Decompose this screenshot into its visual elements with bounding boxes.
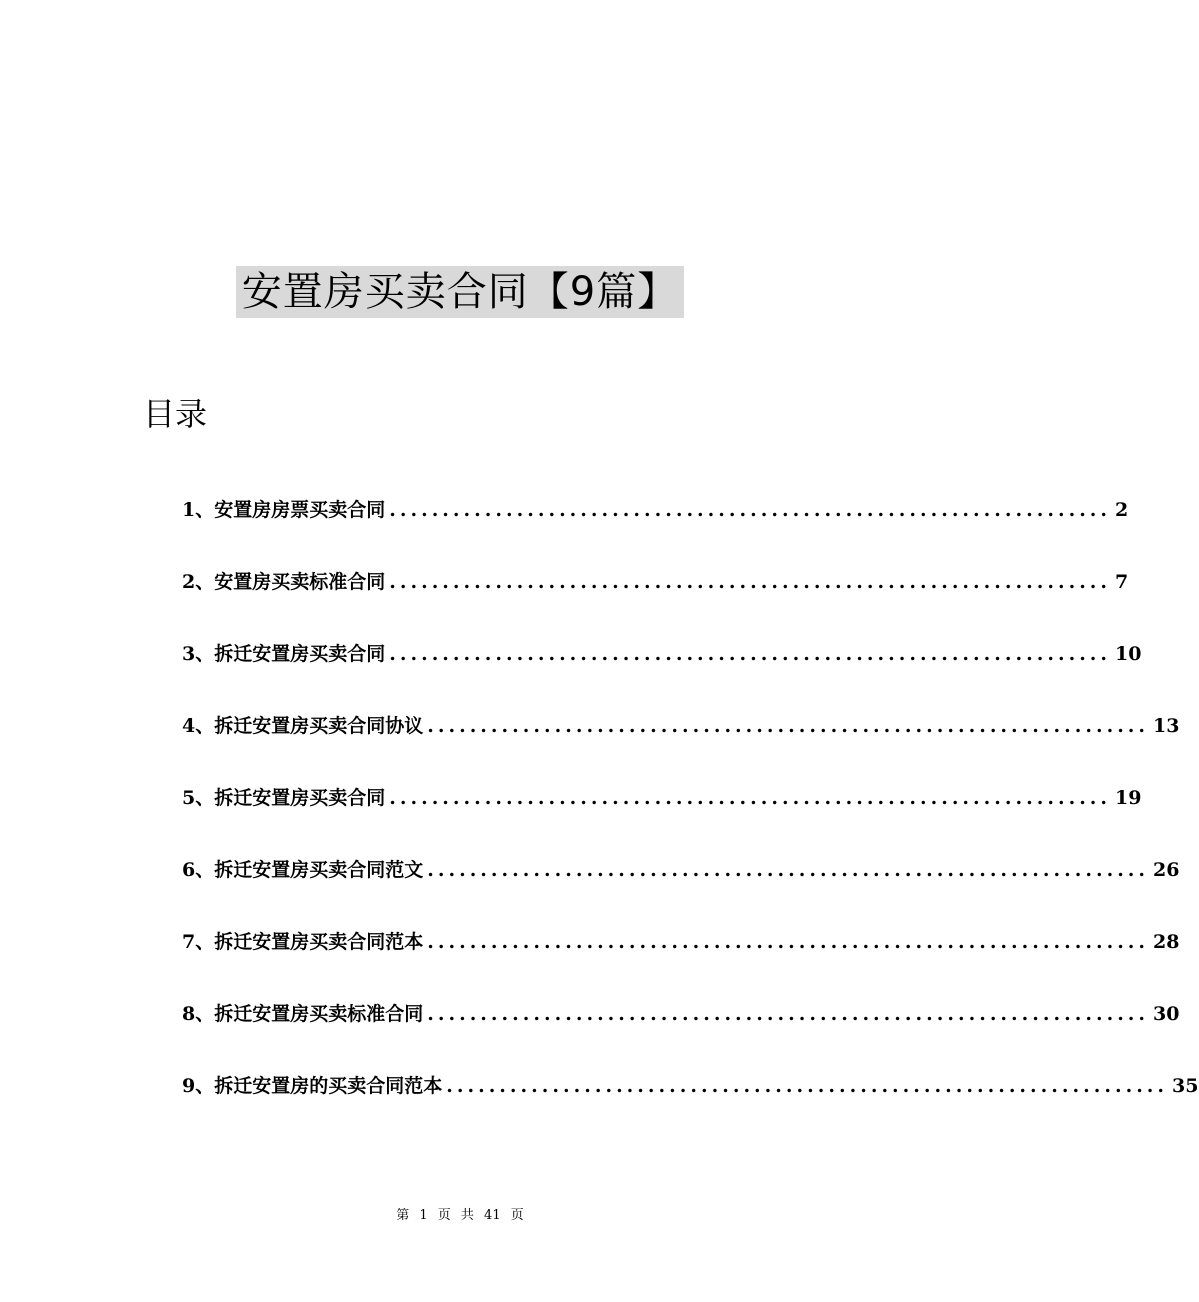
toc-entry-page: 35 [1172,1075,1199,1097]
toc-leader-dots: .................................................................... [389,571,1112,593]
toc-entry[interactable] [182,782,1142,854]
toc-entry-title: 7、拆迁安置房买卖合同范本 [182,931,424,953]
document-title: 安置房买卖合同【9篇】 [236,266,684,318]
toc-entry[interactable] [182,710,1180,782]
toc-entry-page: 30 [1153,1003,1180,1025]
toc-leader-dots: .................................................................... [389,787,1112,809]
toc-heading: 目录 [143,395,208,433]
toc-entry-title: 2、安置房买卖标准合同 [182,571,386,593]
toc-entry-page: 28 [1153,931,1180,953]
toc-entry-title: 9、拆迁安置房的买卖合同范本 [182,1075,443,1097]
toc-entry-page: 26 [1153,859,1180,881]
toc-entry[interactable] [182,854,1180,926]
toc-leader-dots: .................................................................... [389,499,1112,521]
toc-entry-page: 7 [1115,571,1129,593]
toc-entry-title: 1、安置房房票买卖合同 [182,499,386,521]
toc-leader-dots: .................................................................... [427,859,1150,881]
page-footer: 第 1 页 共 41 页 [396,1208,524,1223]
toc-entry-page: 10 [1115,643,1142,665]
toc-leader-dots: .................................................................... [427,715,1150,737]
toc-leader-dots: .................................................................... [427,1003,1150,1025]
toc-entry[interactable] [182,566,1129,638]
toc-entry-title: 3、拆迁安置房买卖合同 [182,643,386,665]
toc-entry-title: 8、拆迁安置房买卖标准合同 [182,1003,424,1025]
toc-leader-dots: .................................................................... [389,643,1112,665]
toc-leader-dots: .................................................................... [446,1075,1169,1097]
toc-entry-title: 5、拆迁安置房买卖合同 [182,787,386,809]
toc-entry-title: 4、拆迁安置房买卖合同协议 [182,715,424,737]
title-container [0,266,920,318]
toc-entry-page: 2 [1115,499,1129,521]
toc-entry-title: 6、拆迁安置房买卖合同范文 [182,859,424,881]
toc-leader-dots: .................................................................... [427,931,1150,953]
toc-entry-page: 19 [1115,787,1142,809]
toc-entry[interactable] [182,494,1129,566]
toc-entry[interactable] [182,926,1180,998]
toc-entry[interactable] [182,638,1142,710]
toc-entry-page: 13 [1153,715,1180,737]
toc-entry[interactable] [182,998,1180,1070]
table-of-contents [182,494,1199,1142]
toc-entry[interactable] [182,1070,1199,1142]
